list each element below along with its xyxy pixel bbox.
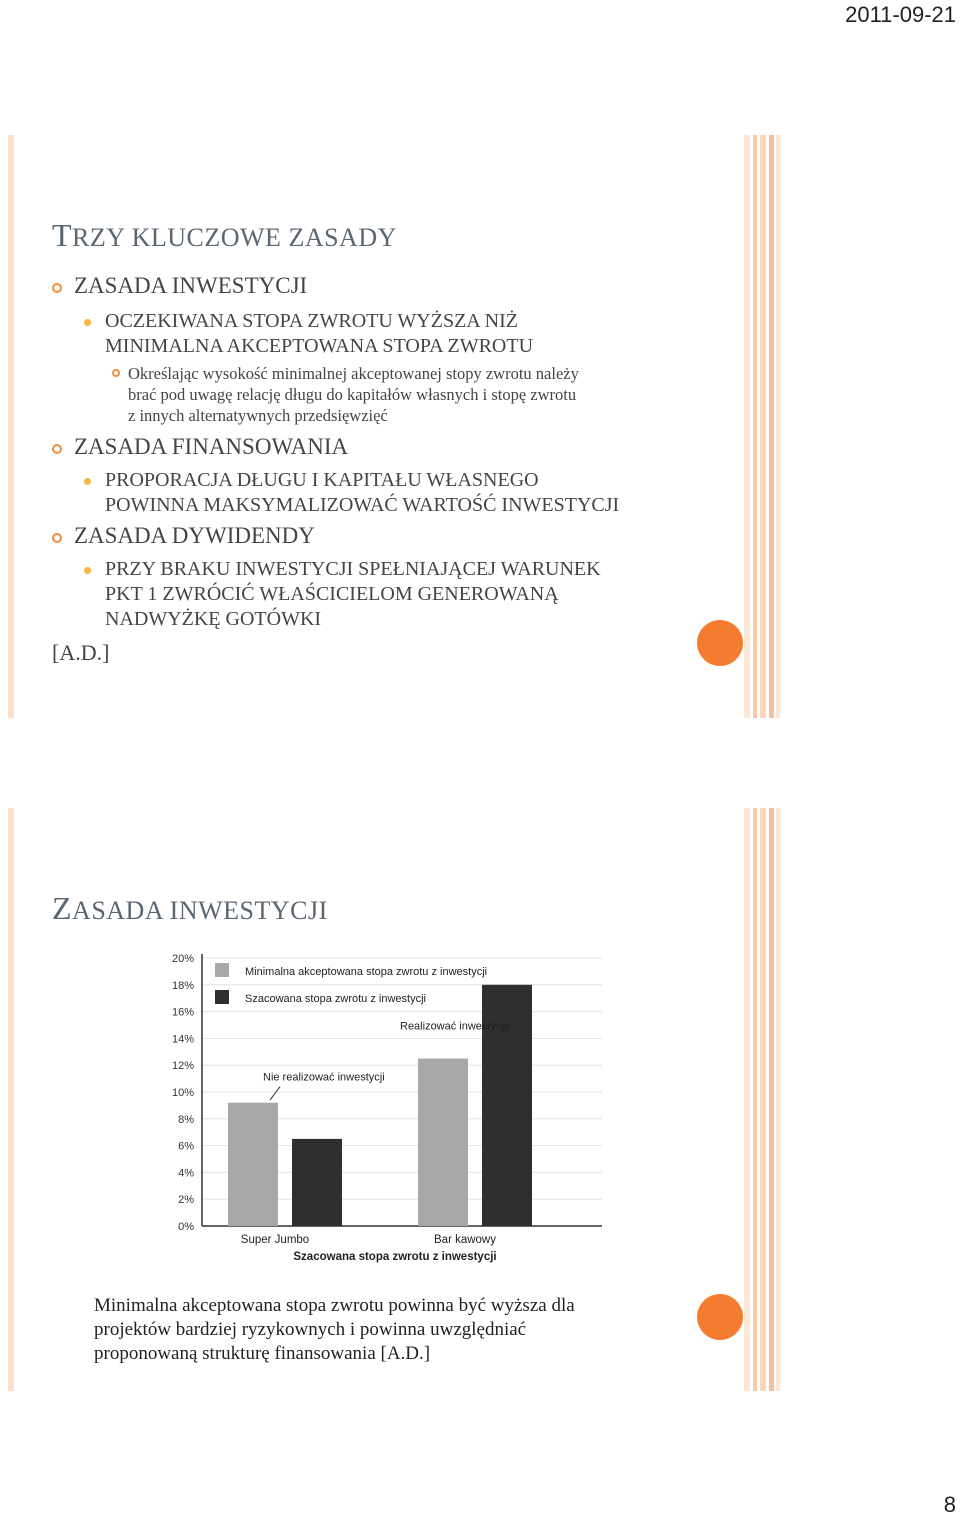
legend-label: Szacowana stopa zwrotu z inwestycji: [245, 993, 426, 1005]
y-tick-label: 10%: [171, 1087, 194, 1099]
slide-left-accent: [8, 808, 14, 1391]
bullet-icon: [84, 567, 91, 574]
section-heading: ZASADA INWESTYCJI: [74, 273, 308, 298]
legend-swatch: [215, 963, 229, 977]
bullet-icon: [52, 283, 62, 293]
slide-three-principles: [0, 135, 790, 718]
y-tick-label: 8%: [178, 1113, 194, 1126]
y-tick-label: 20%: [171, 953, 194, 965]
slide-investment-principle: [0, 808, 790, 1391]
y-tick-label: 2%: [178, 1194, 194, 1207]
orange-circle-decoration: [697, 1294, 743, 1340]
legend-label: Minimalna akceptowana stopa zwrotu z inwestycji: [245, 966, 488, 978]
bullet-icon: [52, 444, 62, 454]
sub-point: OCZEKIWANA STOPA ZWROTU WYŻSZA NIŻ MINIMALNA AKCEPTOWANA STOPA ZWROTU: [105, 310, 534, 357]
x-tick-label: Bar kawowy: [434, 1234, 496, 1246]
slide-right-accent: [744, 808, 780, 1391]
y-tick-label: 18%: [171, 979, 194, 992]
bullet-icon: [84, 478, 91, 485]
annotation-no-invest: Nie realizować inwestycji: [263, 1071, 385, 1084]
sub-point: PRZY BRAKU INWESTYCJI SPEŁNIAJĄCEJ WARUNEK PKT 1 ZWRÓCIĆ WŁAŚCICIELOM GENEROWANĄ NADWYŻKĘ GOTÓWKI: [105, 558, 601, 630]
legend-swatch: [215, 990, 229, 1004]
bar-minimum-rate: [418, 1059, 468, 1227]
slide-right-accent: [744, 135, 780, 718]
x-tick-label: Super Jumbo: [240, 1234, 310, 1246]
x-axis-title: Szacowana stopa zwrotu z inwestycji: [293, 1251, 497, 1263]
annotation-pointer: [270, 1087, 280, 1100]
annotation-invest: Realizować inwestycję: [400, 1020, 511, 1033]
bar-chart: [120, 938, 620, 1268]
bar-estimated-rate: [292, 1139, 342, 1226]
header-date: 2011-09-21: [845, 2, 956, 27]
sub-point: PROPORACJA DŁUGU I KAPITAŁU WŁASNEGO POWINNA MAKSYMALIZOWAĆ WARTOŚĆ INWESTYCJI: [105, 469, 620, 516]
bullet-icon: [52, 533, 62, 543]
slide-left-accent: [8, 135, 14, 718]
slide-title: TRZY KLUCZOWE ZASADY: [52, 217, 397, 253]
section-heading: ZASADA DYWIDENDY: [74, 523, 315, 548]
slide-title: ZASADA INWESTYCJI: [52, 890, 328, 926]
bullet-icon: [112, 369, 120, 377]
section-heading: ZASADA FINANSOWANIA: [74, 434, 349, 459]
source-citation: [A.D.]: [52, 640, 110, 665]
orange-circle-decoration: [697, 620, 743, 666]
y-tick-label: 6%: [178, 1140, 194, 1153]
detail-point: Określając wysokość minimalnej akceptowanej stopy zwrotu należy brać pod uwagę relację długu do kapitałów własnych i stopę zwrotu z innych alternatywnych przedsięwzięć: [128, 364, 579, 425]
y-tick-label: 0%: [178, 1221, 194, 1233]
page-number: 8: [943, 1492, 956, 1517]
bullet-icon: [84, 319, 91, 326]
y-tick-label: 4%: [178, 1167, 194, 1180]
y-tick-label: 14%: [171, 1033, 194, 1046]
y-tick-label: 12%: [171, 1060, 194, 1073]
slide-caption: Minimalna akceptowana stopa zwrotu powinna być wyższa dla projektów bardziej ryzykownych i powinna uwzględniać proponowaną strukturę finansowania [A.D.]: [94, 1295, 575, 1364]
y-tick-label: 16%: [171, 1006, 194, 1019]
bar-minimum-rate: [228, 1103, 278, 1226]
